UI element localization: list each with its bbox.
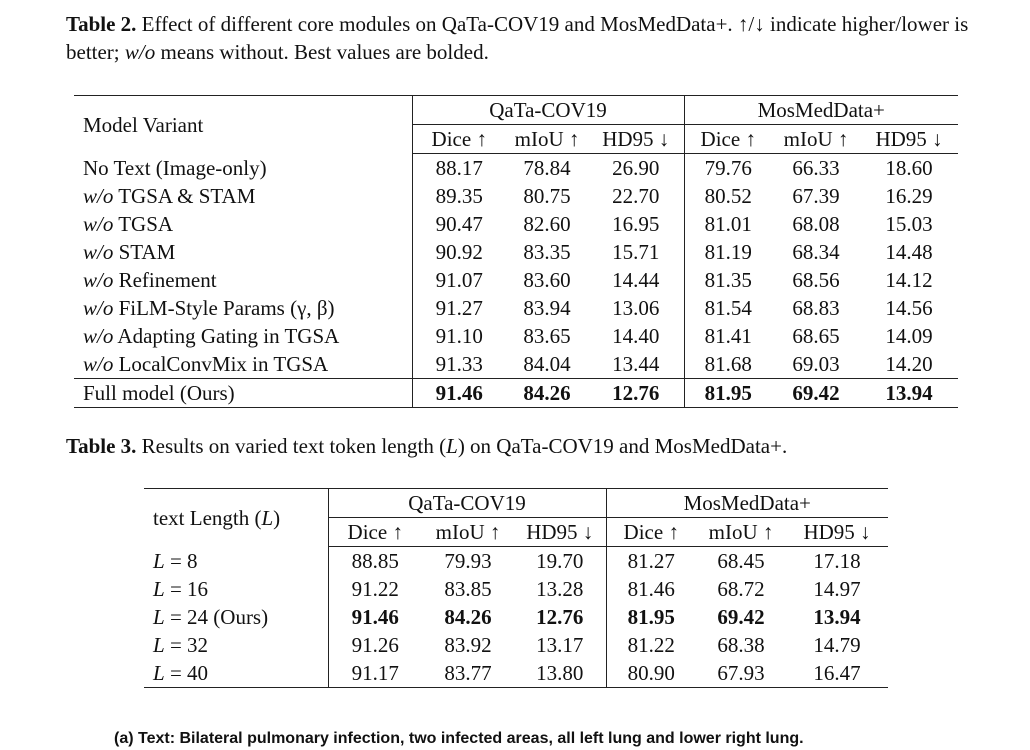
table2-cell: 81.19: [684, 238, 772, 266]
table3-row-header-close: ): [273, 505, 281, 530]
table2-cell: 91.33: [412, 350, 506, 379]
table3-cell: 68.38: [717, 633, 765, 657]
table3-cell: 19.70: [536, 549, 584, 573]
table2-cell: 90.92: [412, 238, 506, 266]
table2-row: [74, 322, 958, 350]
table3-cell: 69.42: [717, 605, 765, 629]
table3-caption-label: Table 3.: [66, 434, 137, 458]
table3-cell: 13.17: [536, 633, 584, 657]
table2-cell: 13.44: [612, 352, 660, 376]
table2-cell: 82.60: [523, 212, 571, 236]
table3-row: [144, 603, 888, 631]
table2-metric-header: HD95 ↓: [860, 125, 958, 154]
table3-row-name: = 16: [164, 577, 209, 601]
table3-row-label: [144, 547, 328, 576]
table2-caption: [66, 10, 986, 66]
table2-cell: 91.27: [412, 294, 506, 322]
table2-cell: 68.65: [792, 324, 840, 348]
table2-cell: 22.70: [612, 184, 660, 208]
table2-cell: 13.94: [860, 379, 958, 408]
table2-cell: 79.76: [684, 154, 772, 183]
table2-cell: 83.65: [523, 324, 571, 348]
table3-row-var: L: [153, 605, 165, 629]
table2-cell: 81.41: [684, 322, 772, 350]
table3-row-label: [144, 603, 328, 631]
table2-metric-header: mIoU ↑: [772, 125, 860, 154]
table2-row-label: [74, 182, 412, 210]
table2-row-prefix: w/o: [83, 212, 114, 236]
table2-row: [74, 266, 958, 294]
table3-cell: 13.94: [813, 605, 861, 629]
table2-row-prefix: w/o: [83, 184, 114, 208]
table3-row-var: L: [153, 548, 165, 573]
table3: [144, 488, 888, 688]
table2-cell: 68.83: [792, 296, 840, 320]
table3-cell: 91.22: [328, 575, 422, 603]
table2-row-label: [74, 154, 412, 183]
table3-row: [144, 547, 888, 576]
table2-cell: 15.03: [885, 212, 933, 236]
table3-row-label: [144, 575, 328, 603]
table3-cell: 14.97: [813, 577, 861, 601]
table2-cell: 80.52: [684, 182, 772, 210]
table2-cell: 13.06: [612, 296, 660, 320]
table2-cell: 69.03: [792, 352, 840, 376]
table3-cell: 91.26: [328, 631, 422, 659]
table2: [74, 95, 958, 408]
table3-cell: 80.90: [606, 659, 696, 688]
table2-cell: 14.48: [885, 240, 933, 264]
table3-cell: 91.17: [328, 659, 422, 688]
table3-row-var: L: [153, 633, 165, 657]
table2-row-label: [74, 322, 412, 350]
table3-caption-var: L: [446, 434, 458, 458]
table2-row-prefix: w/o: [83, 352, 114, 376]
table3-cell: 13.80: [514, 659, 606, 688]
figure-subcaption: (a) Text: Bilateral pulmonary infection, two infected areas, all left lung and lower right lung.: [114, 730, 804, 747]
table2-row-name: TGSA & STAM: [113, 184, 256, 208]
table3-row: [144, 631, 888, 659]
table2-row-label: [74, 210, 412, 238]
table3-cell: 12.76: [536, 605, 584, 629]
table2-row-label: [74, 266, 412, 294]
table2-cell: 12.76: [588, 379, 684, 408]
table2-metric-header: mIoU ↑: [506, 125, 588, 154]
table3-caption: [66, 432, 1006, 460]
table2-cell: 14.56: [885, 296, 933, 320]
table3-row-label: [144, 659, 328, 688]
table3-row-header-var: L: [261, 505, 274, 530]
table2-cell: 83.60: [523, 268, 571, 292]
table2-cell: 81.68: [684, 350, 772, 379]
table3-row-var: L: [153, 661, 165, 685]
table3-row-header: [144, 489, 328, 547]
table2-metric-header: HD95 ↓: [588, 125, 684, 154]
table2-group-mosmed: MosMedData+: [684, 96, 958, 125]
table2-cell: 91.10: [412, 322, 506, 350]
table2-row: [74, 379, 958, 408]
table2-cell: 15.71: [612, 240, 660, 264]
table2-cell: 68.56: [792, 268, 840, 292]
table2-cell: 81.54: [684, 294, 772, 322]
table3-cell: 91.46: [328, 603, 422, 631]
table2-cell: 14.40: [612, 324, 660, 348]
table3-cell: 68.45: [717, 549, 765, 573]
table2-row-name: TGSA: [113, 212, 174, 236]
table3-cell: 88.85: [328, 547, 422, 576]
table2-cell: 89.35: [412, 182, 506, 210]
table2-cell: 88.17: [412, 154, 506, 183]
table3-cell: 83.77: [422, 659, 514, 688]
table2-metric-header: Dice ↑: [412, 125, 506, 154]
table2-cell: 84.26: [506, 379, 588, 408]
table2-cell: 67.39: [792, 184, 840, 208]
table3-cell: 68.72: [717, 577, 765, 601]
table3-row-name: = 8: [164, 548, 198, 573]
table3-cell: 79.93: [444, 549, 492, 573]
table2-row: [74, 154, 958, 183]
table3-row: [144, 575, 888, 603]
table3-row: [144, 659, 888, 688]
table3-row-name: = 40: [164, 661, 209, 685]
table2-cell: 80.75: [523, 184, 571, 208]
table2-cell: 78.84: [523, 156, 571, 180]
table3-caption-tail: ) on QaTa-COV19 and MosMedData+.: [457, 434, 788, 458]
table2-cell: 90.47: [412, 210, 506, 238]
table3-row-name: = 24 (Ours): [164, 605, 269, 629]
table2-row-name: FiLM-Style Params (γ, β): [113, 296, 335, 320]
table2-row-label: [74, 238, 412, 266]
table2-row-name: LocalConvMix in TGSA: [113, 352, 329, 376]
table3-cell: 81.27: [606, 547, 696, 576]
table2-row-header: Model Variant: [74, 96, 412, 154]
table2-cell: 69.42: [772, 379, 860, 408]
table3-row-name: = 32: [164, 633, 209, 657]
table3-cell: 14.79: [813, 633, 861, 657]
table2-row-label: [74, 379, 412, 408]
table2-cell: 91.46: [412, 379, 506, 408]
table2-cell: 14.44: [612, 268, 660, 292]
table3-cell: 83.85: [444, 577, 492, 601]
table2-row-label: [74, 294, 412, 322]
table2-row-label: [74, 350, 412, 379]
table3-row-label: [144, 631, 328, 659]
table2-cell: 14.20: [885, 352, 933, 376]
table3-metric-header: Dice ↑: [606, 518, 696, 547]
table2-row: [74, 238, 958, 266]
table3-metric-header: mIoU ↑: [422, 518, 514, 547]
table2-cell: 68.34: [792, 240, 840, 264]
table3-cell: 67.93: [696, 659, 786, 688]
table2-row-name: Full model (Ours): [83, 381, 235, 405]
table2-cell: 16.95: [612, 212, 660, 236]
table2-cell: 81.35: [684, 266, 772, 294]
table2-row-prefix: w/o: [83, 324, 114, 348]
table2-cell: 81.01: [684, 210, 772, 238]
table2-cell: 66.33: [792, 156, 840, 180]
table2-row: [74, 182, 958, 210]
table2-cell: 16.29: [885, 184, 933, 208]
table2-row-prefix: w/o: [83, 268, 114, 292]
table2-caption-wo: w/o: [124, 40, 156, 64]
table2-cell: 26.90: [612, 156, 660, 180]
table2-cell: 83.94: [523, 296, 571, 320]
table3-row-header-text: text Length (: [153, 505, 262, 530]
table2-cell: 91.07: [412, 266, 506, 294]
table2-cell: 68.08: [792, 212, 840, 236]
table2-cell: 14.09: [885, 324, 933, 348]
table2-row: [74, 210, 958, 238]
table2-cell: 83.35: [523, 240, 571, 264]
table2-caption-tail: means without. Best values are bolded.: [155, 40, 489, 64]
table2-cell: 14.12: [885, 268, 933, 292]
table3-metric-header: mIoU ↑: [696, 518, 786, 547]
table2-row: [74, 294, 958, 322]
table2-row-name: STAM: [113, 240, 176, 264]
table3-cell: 81.95: [606, 603, 696, 631]
table2-cell: 81.95: [684, 379, 772, 408]
table3-metric-header: Dice ↑: [328, 518, 422, 547]
table2-row: [74, 350, 958, 379]
table3-cell: 81.46: [606, 575, 696, 603]
table2-caption-text: Effect of different core modules on QaTa-COV19 and MosMedData+. ↑/↓ indicate higher/lower is better;: [66, 12, 969, 64]
table3-row-var: L: [153, 577, 165, 601]
table3-caption-text: Results on varied text token length (: [136, 434, 447, 458]
table2-cell: 84.04: [523, 352, 571, 376]
table3-group-qata: QaTa-COV19: [328, 489, 606, 518]
table2-cell: 18.60: [885, 156, 933, 180]
table3-metric-header: HD95 ↓: [786, 518, 888, 547]
table3-group-mosmed: MosMedData+: [606, 489, 888, 518]
table2-row-name: Refinement: [113, 268, 217, 292]
table2-row-prefix: w/o: [83, 240, 114, 264]
table3-metric-header: HD95 ↓: [514, 518, 606, 547]
table3-cell: 81.22: [606, 631, 696, 659]
table3-cell: 84.26: [444, 605, 492, 629]
table2-caption-label: Table 2.: [66, 12, 137, 36]
table2-row-prefix: w/o: [83, 296, 114, 320]
table3-cell: 16.47: [786, 659, 888, 688]
table3-cell: 83.92: [444, 633, 492, 657]
table2-metric-header: Dice ↑: [684, 125, 772, 154]
table3-cell: 17.18: [813, 549, 861, 573]
table2-row-name: Adapting Gating in TGSA: [113, 324, 340, 348]
table2-row-name: No Text (Image-only): [83, 155, 267, 180]
table2-group-qata: QaTa-COV19: [412, 96, 684, 125]
table3-cell: 13.28: [536, 577, 584, 601]
